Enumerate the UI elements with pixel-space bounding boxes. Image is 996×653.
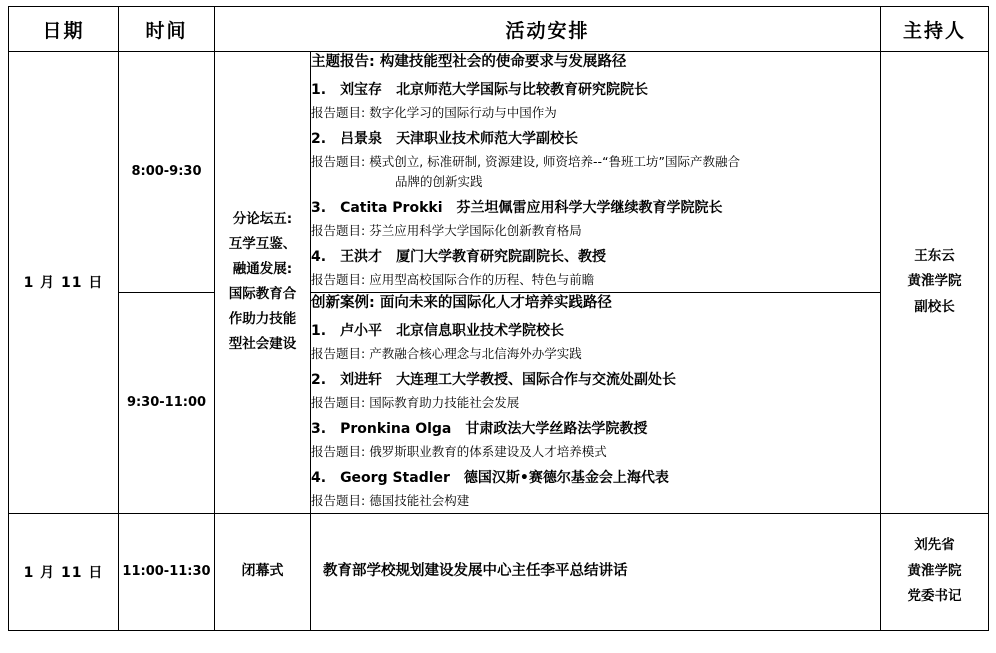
speaker-affiliation: 厦门大学教育研究院副院长、教授 xyxy=(396,248,607,265)
header-activity: 活动安排 xyxy=(215,7,881,52)
session-title: 主题报告: 构建技能型社会的使命要求与发展路径 xyxy=(311,54,627,70)
table-row xyxy=(9,52,989,293)
speaker-entry xyxy=(311,129,880,150)
speaker-name: Catita Prokki xyxy=(340,199,443,216)
forum-line: 融通发展: xyxy=(232,261,293,278)
schedule-table xyxy=(8,6,989,631)
speaker-topic xyxy=(311,152,880,192)
cell-closing-host xyxy=(881,513,989,630)
header-time: 时间 xyxy=(119,7,215,52)
speaker-name: 刘宝存 xyxy=(340,81,383,98)
topic-label: 报告题目: xyxy=(311,345,366,361)
host-line: 刘先省 xyxy=(914,537,955,554)
table-row xyxy=(9,513,989,630)
header-date: 日期 xyxy=(9,7,119,52)
forum-line: 作助力技能 xyxy=(228,311,297,328)
speaker-entry xyxy=(311,198,880,219)
speaker-index: 4. xyxy=(311,248,327,265)
speaker-topic xyxy=(311,344,880,364)
cell-date-main: 1 月 11 日 xyxy=(9,52,119,514)
topic-text: 应用型高校国际合作的历程、特色与前瞻 xyxy=(369,271,595,287)
host-line: 副校长 xyxy=(914,299,955,316)
topic-label: 报告题目: xyxy=(311,104,366,120)
cell-session-2-content xyxy=(311,292,881,513)
host-line: 党委书记 xyxy=(907,588,962,605)
topic-label: 报告题目: xyxy=(311,394,366,410)
speaker-entry xyxy=(311,80,880,101)
cell-forum-label xyxy=(215,52,311,514)
header-host: 主持人 xyxy=(881,7,989,52)
topic-text: 德国技能社会构建 xyxy=(369,492,470,508)
cell-host-main xyxy=(881,52,989,514)
speaker-affiliation: 芬兰坦佩雷应用科学大学继续教育学院院长 xyxy=(456,199,723,216)
topic-text: 数字化学习的国际行动与中国作为 xyxy=(369,104,557,120)
speaker-topic xyxy=(311,103,880,123)
cell-closing-date: 1 月 11 日 xyxy=(9,513,119,630)
closing-text: 教育部学校规划建设发展中心主任李平总结讲话 xyxy=(323,562,628,579)
speaker-name: 刘进轩 xyxy=(340,371,383,388)
speaker-topic xyxy=(311,270,880,290)
speaker-entry xyxy=(311,247,880,268)
topic-label: 报告题目: xyxy=(311,492,366,508)
speaker-entry xyxy=(311,321,880,342)
speaker-index: 3. xyxy=(311,199,327,216)
speaker-name: Pronkina Olga xyxy=(340,420,452,437)
cell-closing-time: 11:00-11:30 xyxy=(119,513,215,630)
speaker-topic xyxy=(311,491,880,511)
cell-time-2: 9:30-11:00 xyxy=(119,292,215,513)
table-row xyxy=(9,292,989,513)
forum-line: 互学互鉴、 xyxy=(228,236,297,253)
speaker-topic xyxy=(311,442,880,462)
speaker-topic xyxy=(311,221,880,241)
session-title: 创新案例: 面向未来的国际化人才培养实践路径 xyxy=(311,294,612,311)
cell-session-1-content xyxy=(311,52,881,293)
host-line: 黄淮学院 xyxy=(907,562,962,579)
forum-line: 型社会建设 xyxy=(228,336,297,353)
topic-text: 产教融合核心理念与北信海外办学实践 xyxy=(369,345,582,361)
table-header xyxy=(9,7,989,52)
cell-time-1: 8:00-9:30 xyxy=(119,52,215,293)
speaker-affiliation: 德国汉斯•赛德尔基金会上海代表 xyxy=(463,469,669,486)
speaker-affiliation: 北京信息职业技术学院校长 xyxy=(396,322,565,339)
speaker-affiliation: 北京师范大学国际与比较教育研究院院长 xyxy=(396,81,649,98)
cell-closing-session: 闭幕式 xyxy=(215,513,311,630)
speaker-index: 4. xyxy=(311,469,327,486)
topic-label: 报告题目: xyxy=(311,443,366,459)
forum-line: 国际教育合 xyxy=(228,286,297,303)
header-row xyxy=(9,7,989,52)
topic-text: 芬兰应用科学大学国际化创新教育格局 xyxy=(369,222,582,238)
topic-label: 报告题目: xyxy=(311,153,366,169)
speaker-index: 2. xyxy=(311,371,327,388)
speaker-affiliation: 天津职业技术师范大学副校长 xyxy=(396,130,579,147)
host-line: 王东云 xyxy=(914,247,955,264)
host-line: 黄淮学院 xyxy=(907,273,962,290)
speaker-entry xyxy=(311,468,880,489)
topic-text: 俄罗斯职业教育的体系建设及人才培养模式 xyxy=(369,443,607,459)
speaker-entry xyxy=(311,419,880,440)
topic-label: 报告题目: xyxy=(311,271,366,287)
speaker-name: 吕景泉 xyxy=(340,130,383,147)
cell-closing-content xyxy=(311,513,881,630)
speaker-affiliation: 大连理工大学教授、国际合作与交流处副处长 xyxy=(396,371,677,388)
forum-line: 分论坛五: xyxy=(232,211,293,228)
speaker-index: 3. xyxy=(311,420,327,437)
topic-text: 国际教育助力技能社会发展 xyxy=(369,394,520,410)
topic-text-continued: 品牌的创新实践 xyxy=(395,173,483,189)
speaker-topic xyxy=(311,393,880,413)
speaker-name: 王洪才 xyxy=(340,248,383,265)
speaker-index: 1. xyxy=(311,81,327,98)
speaker-index: 1. xyxy=(311,322,327,339)
speaker-index: 2. xyxy=(311,130,327,147)
speaker-name: Georg Stadler xyxy=(340,469,450,486)
table-body xyxy=(9,52,989,631)
speaker-name: 卢小平 xyxy=(340,322,383,339)
topic-text: 模式创立, 标准研制, 资源建设, 师资培养--“鲁班工坊”国际产教融合 xyxy=(369,153,741,169)
speaker-affiliation: 甘肃政法大学丝路法学院教授 xyxy=(465,420,648,437)
speaker-entry xyxy=(311,370,880,391)
topic-label: 报告题目: xyxy=(311,222,366,238)
